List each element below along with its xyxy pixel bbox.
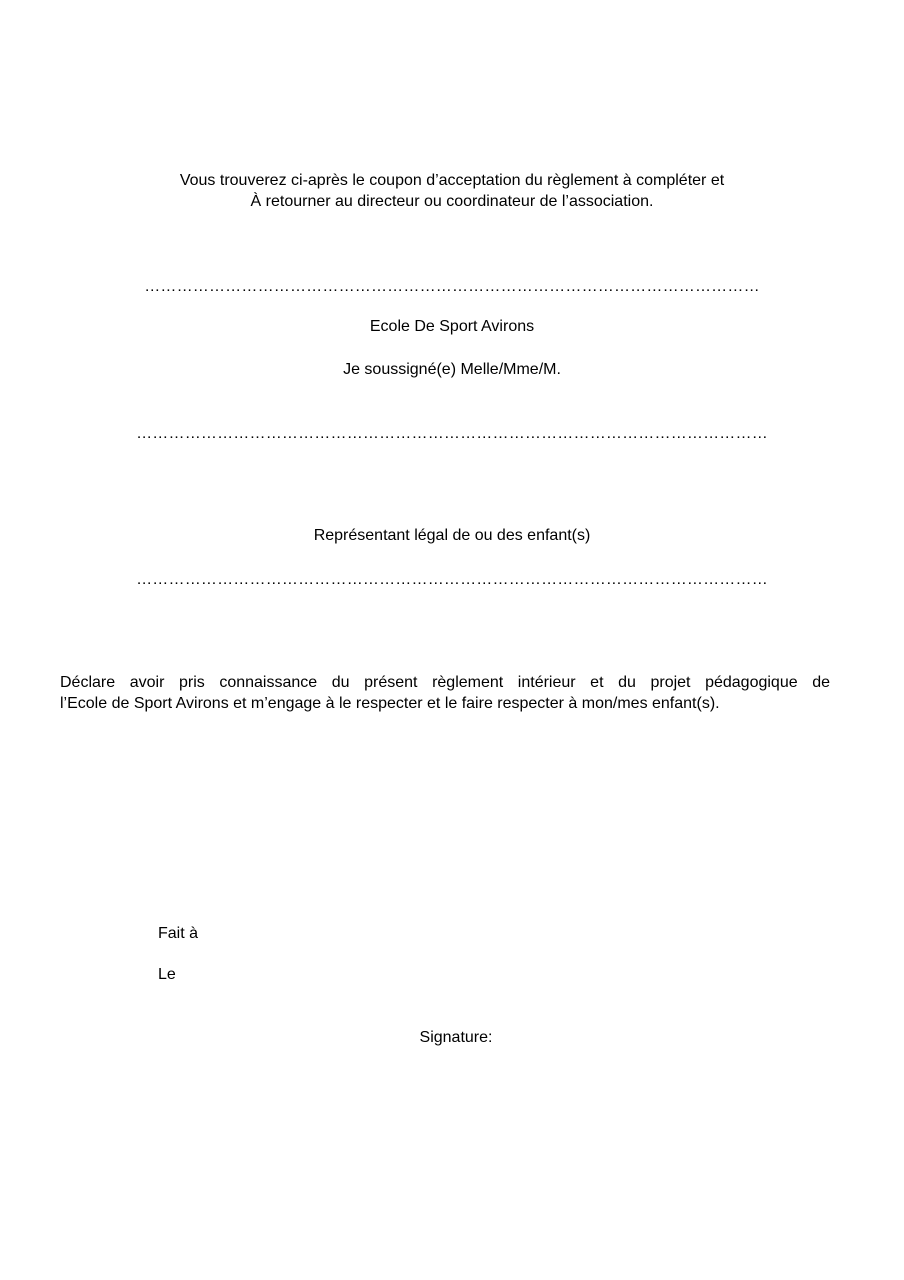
representant-label: Représentant légal de ou des enfant(s) [313,527,591,544]
date-label: Le [158,966,176,983]
declaration-paragraph [60,672,830,714]
declaration-line-2: l’Ecole de Sport Avirons et m’engage à le respecter et le faire respecter à mon/mes enfant(s). [60,695,720,712]
school-name: Ecole De Sport Avirons [369,318,535,335]
signature-label: Signature: [419,1029,493,1046]
fait-a-label: Fait à [158,925,199,942]
intro-line-1: Vous trouverez ci-après le coupon d’acceptation du règlement à compléter et [179,172,725,189]
dotted-fill-line-3: ……………………………………………………………………………………………………… [136,571,768,588]
intro-line-2: À retourner au directeur ou coordinateur de l’association. [250,193,654,210]
dotted-fill-line-1: …………………………………………………………………………………………………… [144,278,760,295]
intro-paragraph [0,170,904,212]
declaration-line-1: Déclare avoir pris connaissance du présent règlement intérieur et du projet pédagogique de [60,674,830,691]
soussigne-label: Je soussigné(e) Melle/Mme/M. [343,361,561,378]
dotted-fill-line-2: ……………………………………………………………………………………………………… [136,425,768,442]
